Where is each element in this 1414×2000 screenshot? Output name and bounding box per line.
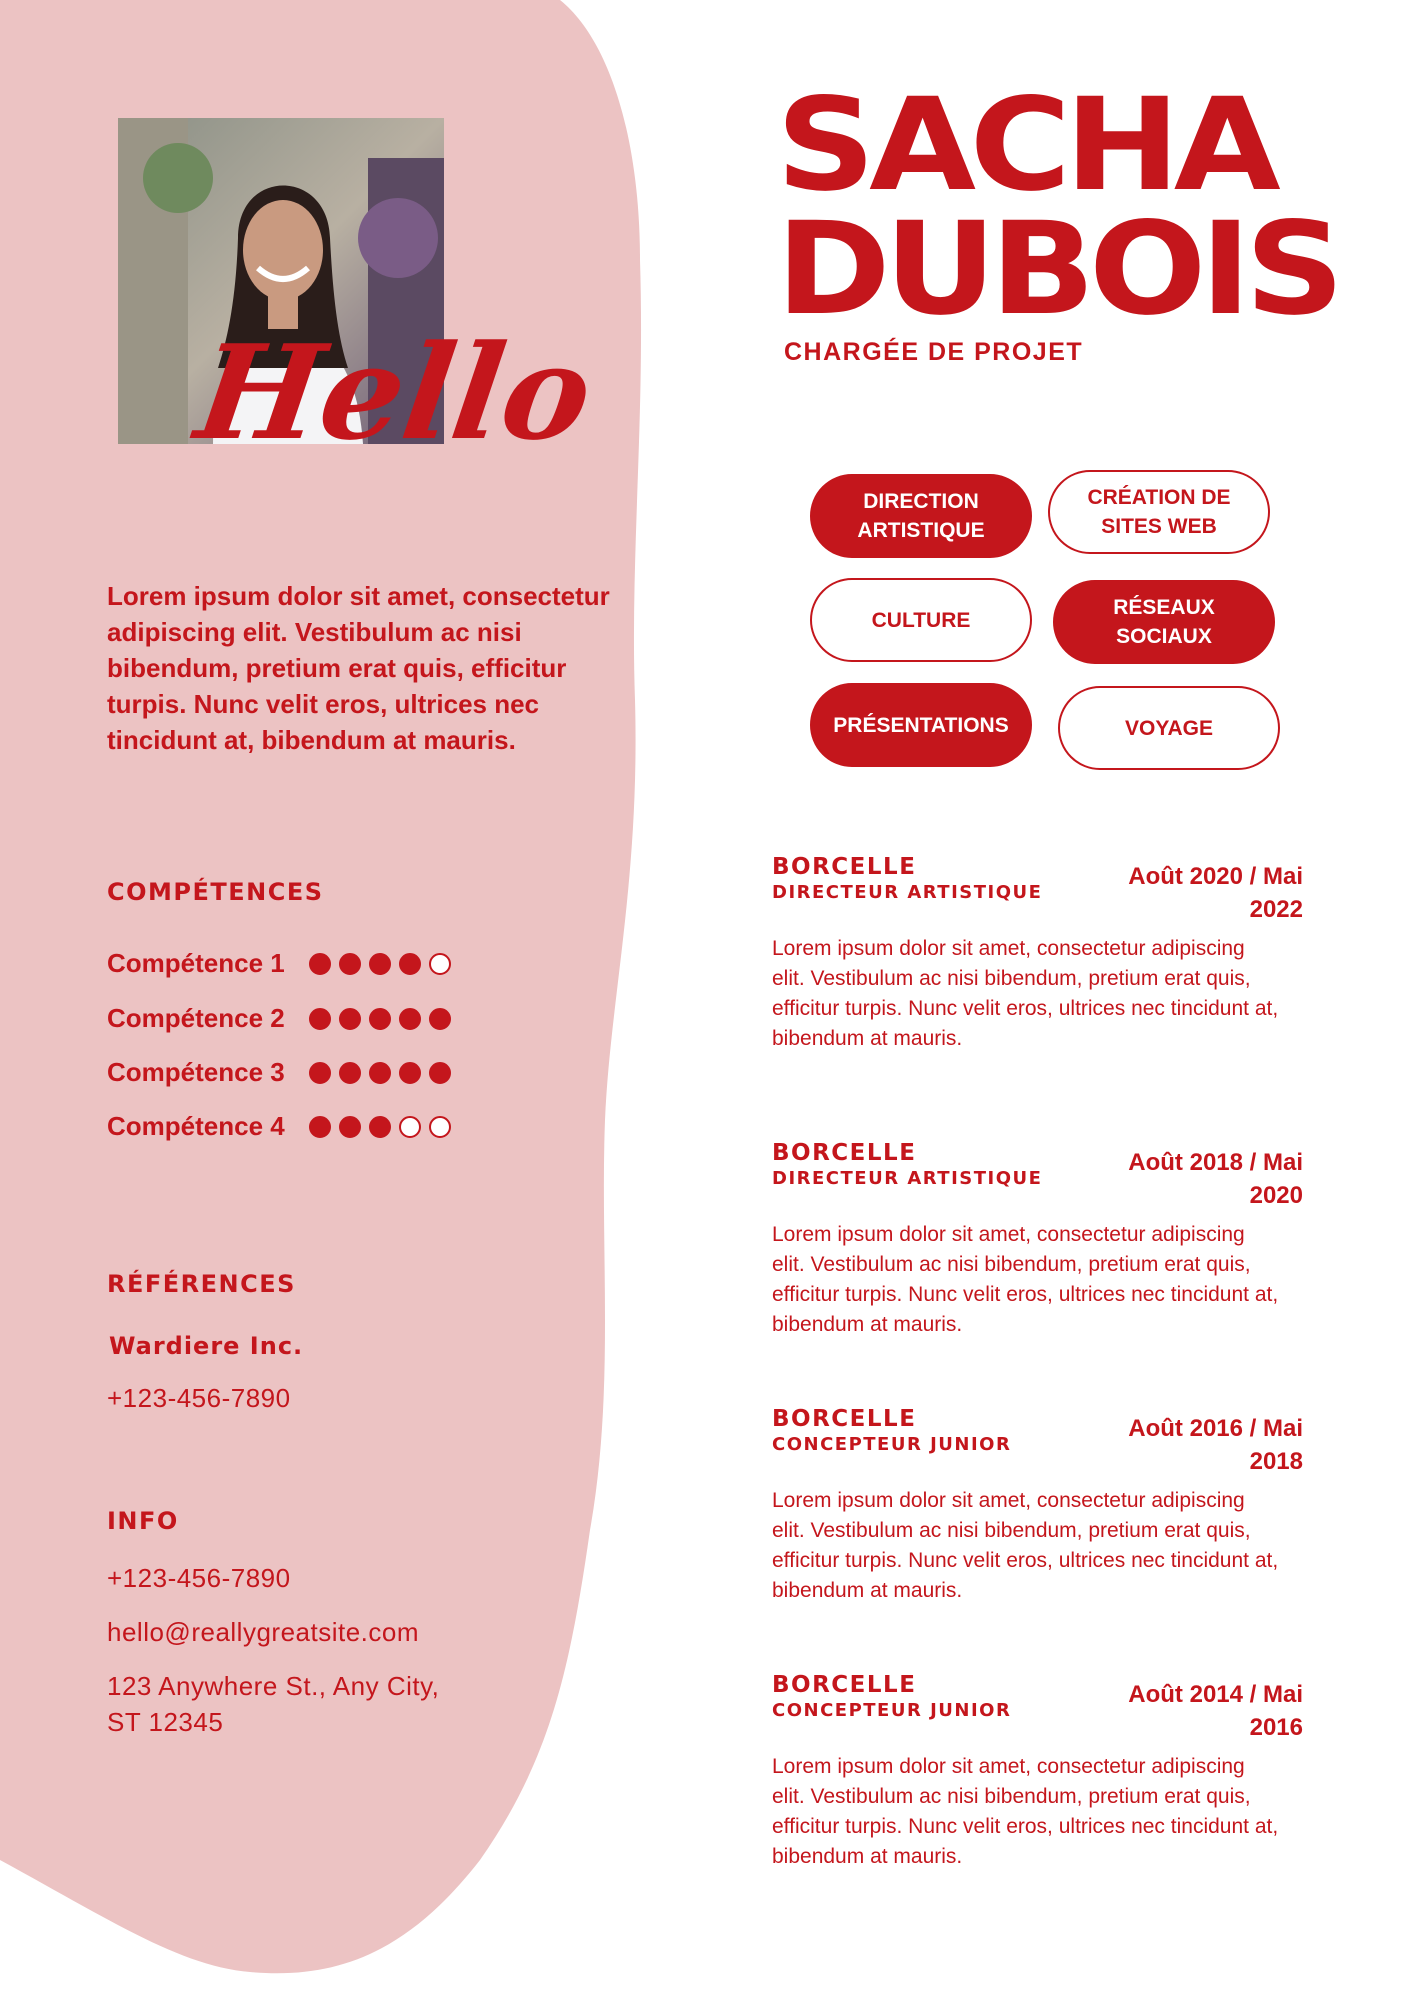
role-title: CONCEPTEUR JUNIOR [772,1434,1012,1455]
interest-label: VOYAGE [1125,716,1213,740]
rating-dot-filled [369,1116,391,1138]
rating-dot-filled [429,1062,451,1084]
skill-rating [309,1062,451,1084]
rating-dot-filled [339,953,361,975]
date-end: 2022 [1249,896,1303,923]
experience-entry [772,852,1317,1054]
date-range [1073,1146,1303,1212]
role-title: DIRECTEUR ARTISTIQUE [772,882,1043,903]
experience-entry [772,1670,1317,1872]
skill-row [107,1057,451,1088]
svg-text:Hello: Hello [188,315,601,469]
references-title: RÉFÉRENCES [107,1270,296,1298]
interest-pill [1053,580,1275,664]
rating-dot-filled [369,1062,391,1084]
rating-dot-filled [309,1116,331,1138]
reference-phone: +123-456-7890 [107,1383,291,1413]
info-title: INFO [107,1507,179,1535]
interest-label: RÉSEAUX SOCIAUX [1113,596,1215,648]
interest-label: PRÉSENTATIONS [833,713,1009,737]
intro-paragraph: Lorem ipsum dolor sit amet, consectetur adipiscing elit. Vestibulum ac nisi bibendum, pretium erat quis, efficitur turpis. Nunc velit eros, ultrices nec tincidunt at, bibendum at mauris. [107,581,610,755]
rating-dot-filled [369,953,391,975]
rating-dot-filled [429,1008,451,1030]
interest-pill [810,578,1032,662]
skill-rating [309,1008,451,1030]
rating-dot-filled [399,1062,421,1084]
skill-label: Compétence 3 [107,1057,285,1087]
date-start: Août 2020 / Mai [1128,863,1303,890]
rating-dot-filled [369,1008,391,1030]
rating-dot-empty [429,953,451,975]
date-range [1073,1412,1303,1478]
rating-dot-filled [309,953,331,975]
company-name: BORCELLE [772,1406,917,1432]
job-title: CHARGÉE DE PROJET [784,338,1084,366]
date-end: 2016 [1249,1714,1303,1741]
rating-dot-filled [339,1116,361,1138]
last-name: DUBOIS [776,195,1339,344]
interest-label: DIRECTION ARTISTIQUE [857,490,985,542]
rating-dot-empty [429,1116,451,1138]
interest-pill [810,683,1032,767]
skill-label: Compétence 2 [107,1003,285,1033]
rating-dot-empty [399,1116,421,1138]
info-phone: +123-456-7890 [107,1563,291,1593]
company-name: BORCELLE [772,854,917,880]
experience-entry [772,1138,1317,1340]
skill-label: Compétence 4 [107,1111,285,1141]
job-description: Lorem ipsum dolor sit amet, consectetur adipiscing elit. Vestibulum ac nisi bibendum, pretium erat quis, efficitur turpis. Nunc velit eros, ultrices nec tincidunt at, bibendum at mauris. [772,937,1279,1050]
rating-dot-filled [399,1008,421,1030]
first-name: SACHA [776,71,1275,220]
rating-dot-filled [339,1062,361,1084]
rating-dot-filled [309,1062,331,1084]
full-name [776,71,1339,344]
rating-dot-filled [339,1008,361,1030]
rating-dot-filled [399,953,421,975]
date-range [1073,860,1303,926]
date-end: 2020 [1249,1182,1303,1209]
company-name: BORCELLE [772,1672,917,1698]
skill-rating [309,953,451,975]
job-description: Lorem ipsum dolor sit amet, consectetur adipiscing elit. Vestibulum ac nisi bibendum, pretium erat quis, efficitur turpis. Nunc velit eros, ultrices nec tincidunt at, bibendum at mauris. [772,1489,1279,1602]
skill-row [107,1111,451,1142]
skill-row [107,1003,451,1034]
date-range [1073,1678,1303,1744]
info-address-line2: ST 12345 [107,1707,224,1737]
job-description: Lorem ipsum dolor sit amet, consectetur adipiscing elit. Vestibulum ac nisi bibendum, pretium erat quis, efficitur turpis. Nunc velit eros, ultrices nec tincidunt at, bibendum at mauris. [772,1223,1279,1336]
interest-pill [1048,470,1270,554]
date-start: Août 2016 / Mai [1128,1415,1303,1442]
hello-script-logo [188,300,601,470]
interest-label: CRÉATION DE SITES WEB [1087,486,1231,538]
skill-rating [309,1116,451,1138]
date-end: 2018 [1249,1448,1303,1475]
role-title: DIRECTEUR ARTISTIQUE [772,1168,1043,1189]
interest-pill [1058,686,1280,770]
skill-row [107,948,451,979]
interest-label: CULTURE [871,608,971,632]
skill-label: Compétence 1 [107,948,285,978]
skills-title: COMPÉTENCES [107,878,324,906]
company-name: BORCELLE [772,1140,917,1166]
experience-entry [772,1404,1317,1606]
reference-name: Wardiere Inc. [109,1332,304,1360]
info-email: hello@reallygreatsite.com [107,1617,420,1647]
info-address-line1: 123 Anywhere St., Any City, [107,1671,440,1701]
role-title: CONCEPTEUR JUNIOR [772,1700,1012,1721]
date-start: Août 2018 / Mai [1128,1149,1303,1176]
job-description: Lorem ipsum dolor sit amet, consectetur adipiscing elit. Vestibulum ac nisi bibendum, pretium erat quis, efficitur turpis. Nunc velit eros, ultrices nec tincidunt at, bibendum at mauris. [772,1755,1279,1868]
date-start: Août 2014 / Mai [1128,1681,1303,1708]
interest-pill [810,474,1032,558]
rating-dot-filled [309,1008,331,1030]
